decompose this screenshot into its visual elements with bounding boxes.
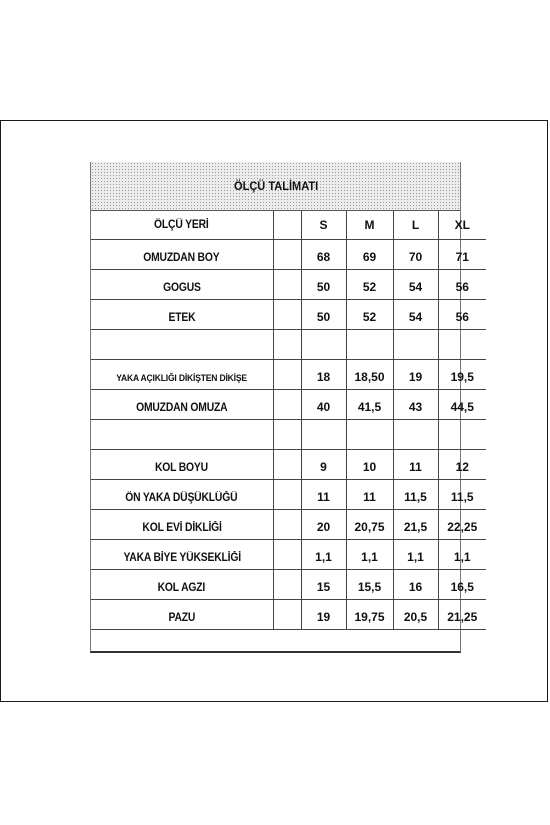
header-size-m: M — [346, 211, 393, 239]
table-row — [91, 449, 486, 479]
table-row — [91, 419, 486, 449]
value-m: 10 — [346, 449, 393, 479]
table-row — [91, 299, 486, 329]
blank-cell — [273, 239, 301, 269]
header-size-s: S — [301, 211, 346, 239]
value-s: 20 — [301, 509, 346, 539]
table-row — [91, 239, 486, 269]
table-row — [91, 329, 486, 359]
value-s: 15 — [301, 569, 346, 599]
table-row — [91, 509, 486, 539]
value-m: 15,5 — [346, 569, 393, 599]
value-s: 40 — [301, 389, 346, 419]
header-olcu-yeri: ÖLÇÜ YERİ — [91, 211, 273, 239]
table-row — [91, 599, 486, 629]
value-s: 1,1 — [301, 539, 346, 569]
value-s: 50 — [301, 299, 346, 329]
value-l: 19 — [393, 359, 438, 389]
blank-cell — [273, 479, 301, 509]
row-label: KOL BOYU — [91, 449, 273, 479]
value-s: 50 — [301, 269, 346, 299]
value-m: 20,75 — [346, 509, 393, 539]
value-s: 68 — [301, 239, 346, 269]
value-m: 1,1 — [346, 539, 393, 569]
value-l: 20,5 — [393, 599, 438, 629]
table-row — [91, 479, 486, 509]
value-l: 11 — [393, 449, 438, 479]
value-s — [301, 419, 346, 449]
blank-cell — [273, 269, 301, 299]
row-label: YAKA AÇIKLIĞI DİKİŞTEN DİKİŞE — [91, 359, 273, 389]
row-label: ÖN YAKA DÜŞÜKLÜĞÜ — [91, 479, 273, 509]
value-m — [346, 329, 393, 359]
value-l — [393, 329, 438, 359]
size-table — [91, 211, 486, 630]
value-m: 11 — [346, 479, 393, 509]
row-label: OMUZDAN OMUZA — [91, 389, 273, 419]
value-s: 18 — [301, 359, 346, 389]
value-xl: 16,5 — [438, 569, 486, 599]
value-m: 52 — [346, 299, 393, 329]
value-xl: 19,5 — [438, 359, 486, 389]
value-m: 19,75 — [346, 599, 393, 629]
value-s: 11 — [301, 479, 346, 509]
chart-title: ÖLÇÜ TALİMATI — [234, 179, 319, 193]
value-xl: 21,25 — [438, 599, 486, 629]
table-row — [91, 539, 486, 569]
blank-cell — [273, 389, 301, 419]
row-label: YAKA BİYE YÜKSEKLİĞİ — [91, 539, 273, 569]
table-row — [91, 569, 486, 599]
header-row — [91, 211, 486, 239]
value-xl: 12 — [438, 449, 486, 479]
value-l: 11,5 — [393, 479, 438, 509]
row-label: OMUZDAN BOY — [91, 239, 273, 269]
value-l: 54 — [393, 299, 438, 329]
value-l — [393, 419, 438, 449]
blank-cell — [273, 599, 301, 629]
value-xl — [438, 329, 486, 359]
row-label — [91, 419, 273, 449]
table-row — [91, 359, 486, 389]
header-blank — [273, 211, 301, 239]
value-xl: 44,5 — [438, 389, 486, 419]
value-xl: 1,1 — [438, 539, 486, 569]
blank-cell — [273, 359, 301, 389]
table-row — [91, 389, 486, 419]
value-l: 21,5 — [393, 509, 438, 539]
value-xl: 56 — [438, 269, 486, 299]
row-label: KOL AGZI — [91, 569, 273, 599]
row-label: PAZU — [91, 599, 273, 629]
row-label: KOL EVİ DİKLİĞİ — [91, 509, 273, 539]
value-m: 69 — [346, 239, 393, 269]
value-m — [346, 419, 393, 449]
value-xl: 56 — [438, 299, 486, 329]
title-band — [91, 162, 460, 211]
value-s — [301, 329, 346, 359]
value-l: 16 — [393, 569, 438, 599]
header-size-l: L — [393, 211, 438, 239]
value-s: 19 — [301, 599, 346, 629]
size-chart-sheet — [90, 162, 478, 653]
row-label: GOGUS — [91, 269, 273, 299]
blank-cell — [273, 419, 301, 449]
blank-cell — [273, 509, 301, 539]
value-l: 43 — [393, 389, 438, 419]
value-m: 52 — [346, 269, 393, 299]
blank-cell — [273, 449, 301, 479]
blank-cell — [273, 299, 301, 329]
value-l: 54 — [393, 269, 438, 299]
value-l: 1,1 — [393, 539, 438, 569]
value-xl — [438, 419, 486, 449]
value-xl: 11,5 — [438, 479, 486, 509]
header-size-xl: XL — [438, 211, 486, 239]
value-xl: 22,25 — [438, 509, 486, 539]
row-label — [91, 329, 273, 359]
blank-cell — [273, 569, 301, 599]
value-xl: 71 — [438, 239, 486, 269]
value-s: 9 — [301, 449, 346, 479]
value-m: 18,50 — [346, 359, 393, 389]
blank-cell — [273, 329, 301, 359]
blank-cell — [273, 539, 301, 569]
table-row — [91, 269, 486, 299]
value-l: 70 — [393, 239, 438, 269]
row-label: ETEK — [91, 299, 273, 329]
value-m: 41,5 — [346, 389, 393, 419]
